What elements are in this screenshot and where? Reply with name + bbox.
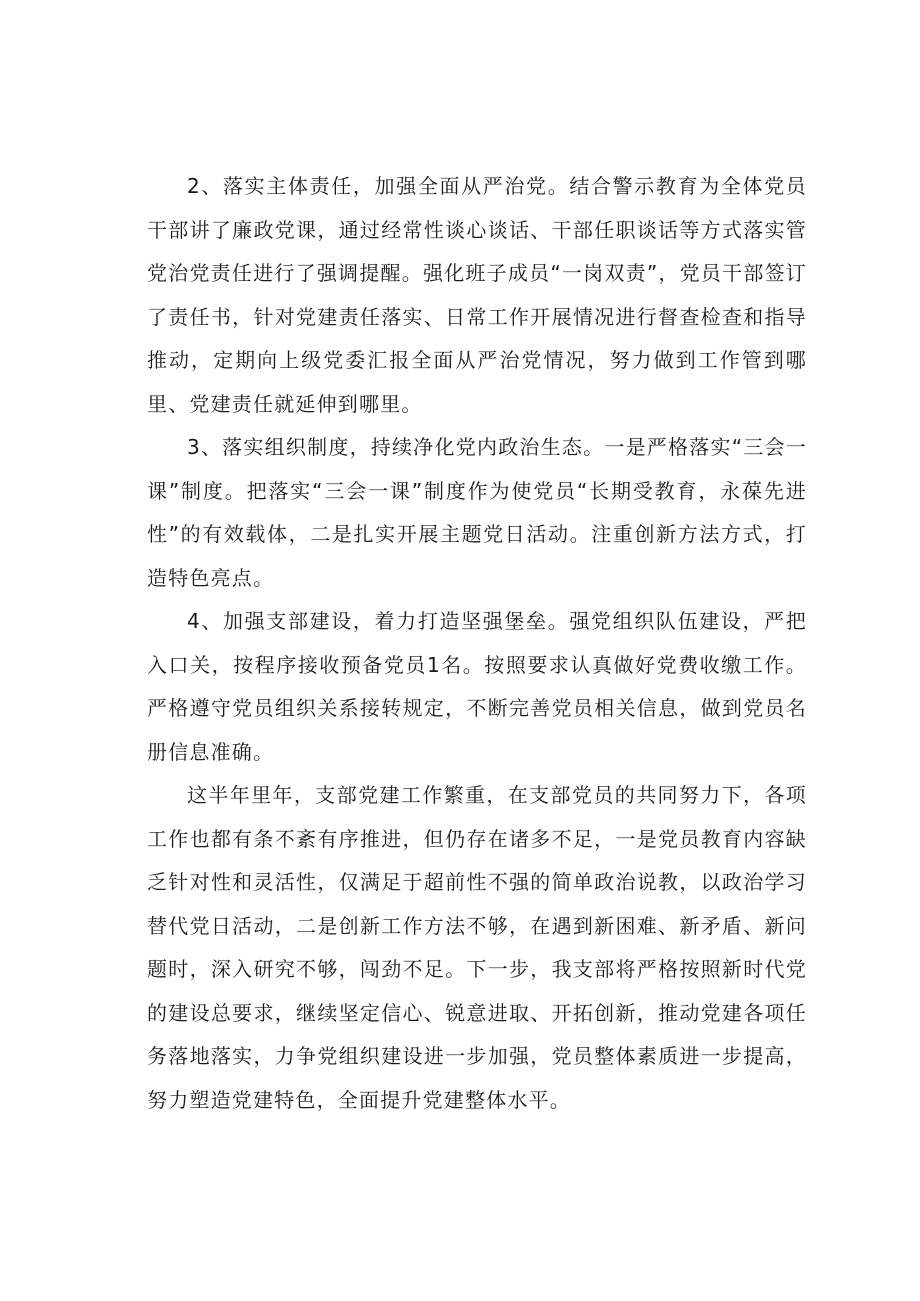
paragraph-summary: 这半年里年，支部党建工作繁重，在支部党员的共同努力下，各项工作也都有条不紊有序推进，但仍存在诸多不足，一是党员教育内容缺乏针对性和灵活性，仅满足于超前性不强的简单政治说教，以政治学习替代党日活动，二是创新工作方法不够，在遇到新困难、新矛盾、新问题时，深入研究不够，闯劲不足。下一步，我支部将严格按照新时代党的建设总要求，继续坚定信心、锐意进取、开拓创新，推动党建各项任务落地落实，力争党组织建设进一步加强，党员整体素质进一步提高，努力塑造党建特色，全面提升党建整体水平。 bbox=[147, 783, 807, 1112]
document-body bbox=[147, 165, 807, 1122]
paragraph-responsibility: 2、落实主体责任，加强全面从严治党。结合警示教育为全体党员干部讲了廉政党课，通过经常性谈心谈话、干部任职谈话等方式落实管党治党责任进行了强调提醒。强化班子成员“一岗双责”，党员干部签订了责任书，针对党建责任落实、日常工作开展情况进行督查检查和指导推动，定期向上级党委汇报全面从严治党情况，努力做到工作管到哪里、党建责任就延伸到哪里。 bbox=[147, 174, 807, 416]
paragraph-branch-building: 4、加强支部建设，着力打造坚强堡垒。强党组织队伍建设，严把入口关，按程序接收预备党员1名。按照要求认真做好党费收缴工作。严格遵守党员组织关系接转规定，不断完善党员相关信息，做到党员名册信息准确。 bbox=[147, 609, 807, 764]
paragraph-organization-system: 3、落实组织制度，持续净化党内政治生态。一是严格落实“三会一课”制度。把落实“三会一课”制度作为使党员“长期受教育，永葆先进性”的有效载体，二是扎实开展主题党日活动。注重创新方法方式，打造特色亮点。 bbox=[147, 435, 807, 590]
